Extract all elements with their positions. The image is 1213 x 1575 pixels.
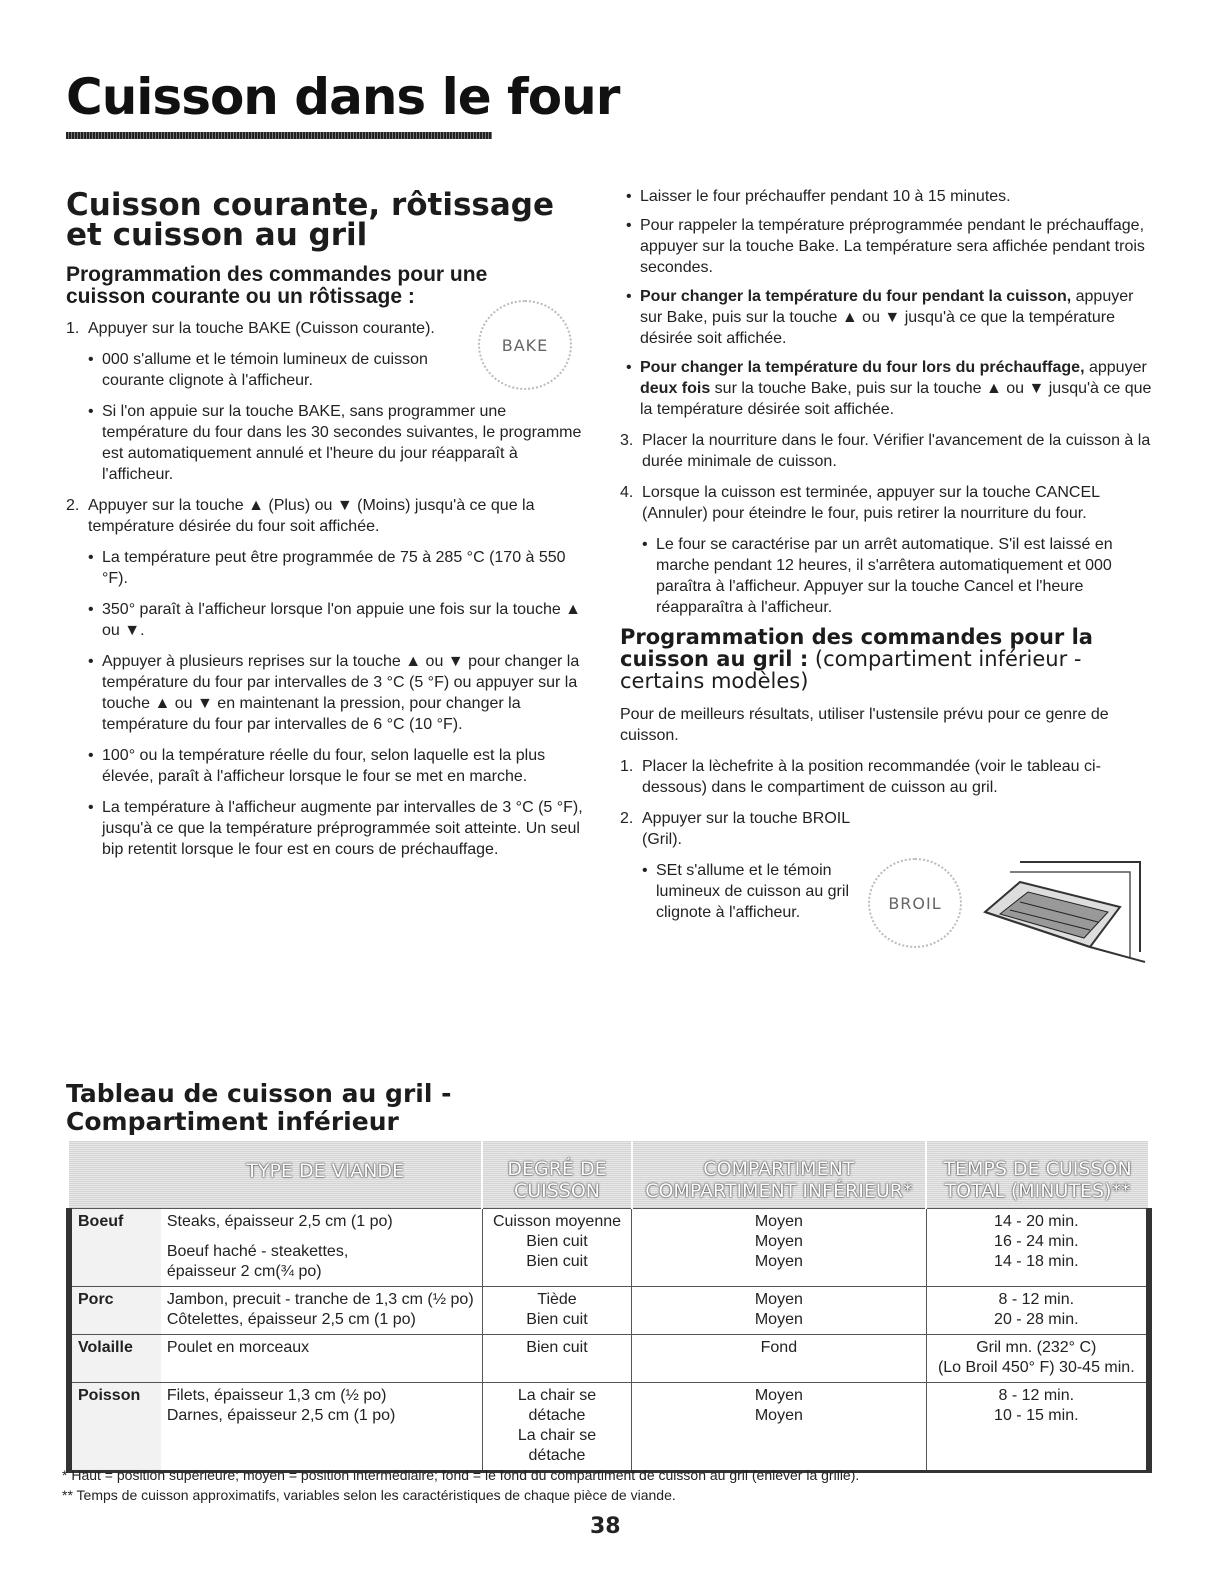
row-degree: La chair se détache La chair se détache — [482, 1382, 631, 1471]
broil-step-2: 2. Appuyer sur la touche BROIL (Gril). — [620, 810, 850, 848]
table-row — [69, 1286, 1149, 1334]
section-heading: Cuisson courante, rôtissage et cuisson au gril — [66, 187, 555, 253]
step-1-bullet-1: • 000 s'allume et le témoin lumineux de cuisson courante clignote à l'afficheur. — [88, 351, 428, 389]
row-time: 8 - 12 min. 10 - 15 min. — [926, 1382, 1149, 1471]
table-row — [69, 1382, 1149, 1471]
bake-key-icon: BAKE — [478, 300, 572, 390]
page-number: 38 — [590, 1514, 621, 1539]
step-2-bullet-5: • La température à l'afficheur augmente par intervalles de 3 °C (5 °F), jusqu'à ce que la température préprogrammée soit atteinte. Un seul bip retentit lorsque le four est en cours de préchauffage. — [88, 799, 583, 858]
left-column — [66, 187, 586, 860]
step-2-bullet-1: • La température peut être programmée de 75 à 285 °C (170 à 550 °F). — [88, 549, 566, 587]
row-category: Porc — [69, 1286, 161, 1334]
row-degree: Tiède Bien cuit — [482, 1286, 631, 1334]
header-degree: DEGRÉ DE CUISSON — [482, 1141, 631, 1208]
step-2-bullet-3: • Appuyer à plusieurs reprises sur la touche ▲ ou ▼ pour changer la température du four par intervalles de 3 °C (5 °F) ou appuyer sur la touche ▲ ou ▼ en maintenant la pression, pour changer la température du four par intervalles de 6 °C (10 °F). — [88, 653, 580, 733]
step-1: 1. Appuyer sur la touche BAKE (Cuisson courante). — [66, 320, 435, 337]
row-compartment: Fond — [632, 1334, 926, 1382]
row-meat: Steaks, épaisseur 2,5 cm (1 po) Boeuf haché - steakettes, épaisseur 2 cm(¾ po) — [161, 1208, 483, 1286]
step-4-bullet-1: • Le four se caractérise par un arrêt automatique. S'il est laissé en marche pendant 12 heures, il s'arrêtera automatiquement et 000 paraîtra à l'afficheur. Appuyer sur la touche Cancel et l'heure réapparaîtra à l'afficheur. — [642, 536, 1113, 616]
broil-table — [66, 1141, 1152, 1473]
step-3: 3. Placer la nourriture dans le four. Vérifier l'avancement de la cuisson à la durée minimale de cuisson. — [620, 432, 1151, 470]
broil-step-1: 1. Placer la lèchefrite à la position recommandée (voir le tableau ci-dessous) dans le compartiment de cuisson au gril. — [620, 758, 1101, 796]
row-compartment: Moyen Moyen Moyen — [632, 1208, 926, 1286]
header-time: TEMPS DE CUISSON TOTAL (MINUTES)** — [926, 1141, 1149, 1208]
broil-heading: Programmation des commandes pour la cuisson au gril : (compartiment inférieur - certains modèles) — [620, 625, 1093, 693]
step-2-bullet-2: • 350° paraît à l'afficheur lorsque l'on appuie une fois sur la touche ▲ ou ▼. — [88, 601, 582, 639]
row-category: Poisson — [69, 1382, 161, 1471]
table-header-row — [69, 1141, 1149, 1208]
row-time: 14 - 20 min. 16 - 24 min. 14 - 18 min. — [926, 1208, 1149, 1286]
table-row — [69, 1208, 1149, 1286]
row-meat: Filets, épaisseur 1,3 cm (½ po) Darnes, épaisseur 2,5 cm (1 po) — [161, 1382, 483, 1471]
row-category: Boeuf — [69, 1208, 161, 1286]
footnote-1: * Haut = position supérieure; moyen = position intermédiaire; fond = le fond du compartiment de cuisson au gril (enlever la grille). — [62, 1467, 860, 1483]
table-row — [69, 1334, 1149, 1382]
title-rule — [66, 132, 492, 139]
row-compartment: Moyen Moyen — [632, 1286, 926, 1334]
row-meat: Jambon, precuit - tranche de 1,3 cm (½ po) Côtelettes, épaisseur 2,5 cm (1 po) — [161, 1286, 483, 1334]
table-title: Tableau de cuisson au gril - Compartiment inférieur — [66, 1079, 452, 1136]
right-bullet-1: • Laisser le four préchauffer pendant 10 à 15 minutes. — [626, 188, 1011, 205]
footnote-2: ** Temps de cuisson approximatifs, variables selon les caractéristiques de chaque pièce de viande. — [62, 1487, 676, 1503]
header-compartment: COMPARTIMENT COMPARTIMENT INFÉRIEUR* — [632, 1141, 926, 1208]
row-meat: Poulet en morceaux — [161, 1334, 483, 1382]
row-time: Gril mn. (232° C) (Lo Broil 450° F) 30-45 min. — [926, 1334, 1149, 1382]
step-2-bullet-4: • 100° ou la température réelle du four, selon laquelle est la plus élevée, paraît à l'afficheur lorsque le four se met en marche. — [88, 747, 546, 785]
step-2: 2. Appuyer sur la touche ▲ (Plus) ou ▼ (Moins) jusqu'à ce que la température désirée du four soit affichée. — [66, 497, 535, 535]
row-compartment: Moyen Moyen — [632, 1382, 926, 1471]
broil-key-icon: BROIL — [868, 858, 962, 948]
header-meat-type: TYPE DE VIANDE — [69, 1141, 482, 1208]
right-bullet-3: • Pour changer la température du four pendant la cuisson, appuyer sur Bake, puis sur la touche ▲ ou ▼ jusqu'à ce que la température désirée soit affichée. — [626, 288, 1134, 347]
right-bullet-2: • Pour rappeler la température préprogrammée pendant le préchauffage, appuyer sur la touche Bake. La température sera affichée pendant trois secondes. — [626, 217, 1145, 276]
row-time: 8 - 12 min. 20 - 28 min. — [926, 1286, 1149, 1334]
right-column — [620, 186, 1160, 923]
row-degree: Cuisson moyenne Bien cuit Bien cuit — [482, 1208, 631, 1286]
row-degree: Bien cuit — [482, 1334, 631, 1382]
step-4: 4. Lorsque la cuisson est terminée, appuyer sur la touche CANCEL (Annuler) pour éteindre le four, puis retirer la nourriture du four. — [620, 484, 1100, 522]
broil-intro: Pour de meilleurs résultats, utiliser l'ustensile prévu pour ce genre de cuisson. — [620, 706, 1109, 744]
page-title: Cuisson dans le four — [66, 68, 620, 126]
right-bullet-4: • Pour changer la température du four lors du préchauffage, appuyer deux fois sur la touche Bake, puis sur la touche ▲ ou ▼ jusqu'à ce que la température désirée soit affichée. — [626, 359, 1152, 418]
subsection-heading: Programmation des commandes pour une cuisson courante ou un rôtissage : — [66, 263, 488, 308]
step-1-bullet-2: • Si l'on appuie sur la touche BAKE, sans programmer une température du four dans les 30 secondes suivantes, le programme est automatiquement annulé et l'heure du jour réapparaît à l'afficheur. — [88, 403, 582, 483]
row-category: Volaille — [69, 1334, 161, 1382]
broil-step-2-bullet-1: • SEt s'allume et le témoin lumineux de cuisson au gril clignote à l'afficheur. — [642, 862, 849, 921]
broil-drawer-illustration-icon — [980, 852, 1150, 982]
